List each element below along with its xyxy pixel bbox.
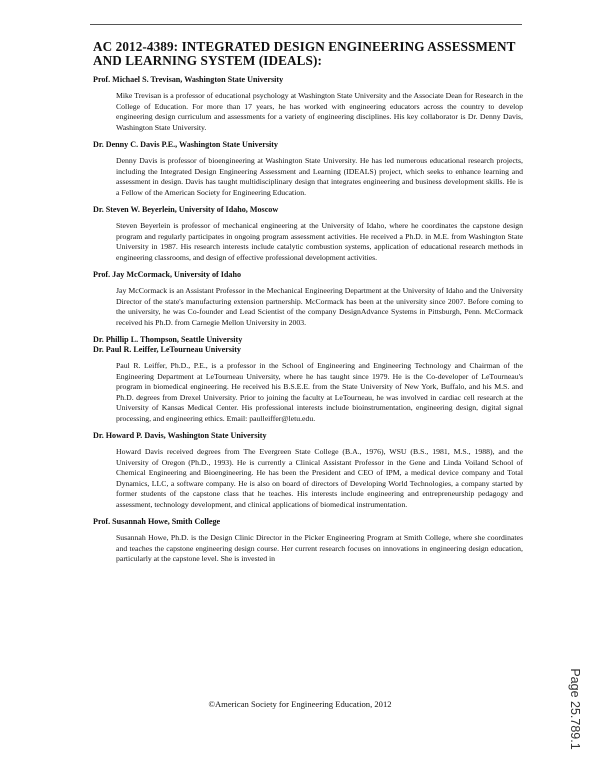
author-bio-howe: Susannah Howe, Ph.D. is the Design Clinic Director in the Picker Engineering Program at Smith College, where she coordinates and teaches the capstone engineering design course. Her current research focuses on innovations in engineering design education, particularly at the capstone level. She is invested in bbox=[116, 533, 523, 563]
top-rule bbox=[90, 24, 522, 25]
page-stamp bbox=[565, 650, 585, 770]
author-bio-mccormack: Jay McCormack is an Assistant Professor in the Mechanical Engineering Department at the University of Idaho and the University Director of the state's manufacturing extension partnership. McCormack has been at the university since 2007. Before coming to the university, he was Co-founder and Lead Scientist of the company DesignAdvance Systems in Pittsburgh, Penn. McCormack received his Ph.D. from Carnegie Mellon University in 2003. bbox=[116, 286, 523, 327]
author-bio-howard-davis: Howard Davis received degrees from The Evergreen State College (B.A., 1976), WSU (B.S., 1981, M.S., 1988), and the University of Oregon (Ph.D., 1993). He is currently a Clinical Assistant Professor in the Gene and Linda Voiland School of Chemical Engineering and Bioengineering. He has been the President and CEO of IPM, a medical device company and Total Dynamics, LLC, a software company. He is also on board of directors of Developing World Technologies, a company started by former students of the capstone class that he teaches. His interests include engineering and entrepreneurship pedagogy and assessment, technology development, and clinical applications of biomedical instrumentation. bbox=[116, 447, 523, 509]
paper-title: AC 2012-4389: INTEGRATED DESIGN ENGINEERING ASSESSMENT AND LEARNING SYSTEM (IDEALS): bbox=[93, 39, 516, 68]
author-name-mccormack: Prof. Jay McCormack, University of Idaho bbox=[93, 270, 241, 279]
paper-page bbox=[93, 40, 523, 565]
author-name-howard-davis: Dr. Howard P. Davis, Washington State University bbox=[93, 431, 267, 440]
author-bio-beyerlein: Steven Beyerlein is professor of mechanical engineering at the University of Idaho, where he coordinates the capstone design program and regularly participates in ongoing program assessment activities. He received a Ph.D. in M.E. from Washington State University in 1987. His research interests include catalytic combustion systems, application of educational research methods in engineering classrooms, and design of effective professional development activities. bbox=[116, 221, 523, 262]
author-bio-trevisan: Mike Trevisan is a professor of educational psychology at Washington State University and the Associate Dean for Research in the College of Education. For more than 17 years, he has worked with engineering educators across the country to develop engineering design curriculum and assessments for a variety of engineering disciplines. His key collaborator is Dr. Denny Davis, Washington State University. bbox=[116, 91, 523, 132]
page-stamp-text: Page 25.789.1 bbox=[568, 668, 582, 750]
author-name-leiffer: Dr. Paul R. Leiffer, LeTourneau University bbox=[93, 345, 241, 354]
copyright-footer: ©American Society for Engineering Education, 2012 bbox=[208, 699, 392, 709]
author-bio-leiffer: Paul R. Leiffer, Ph.D., P.E., is a professor in the School of Engineering and Engineering Technology and Chairman of the Engineering Department at LeTourneau University, where he has taught since 1979. He is the Co-developer of LeTourneau's program in biomedical engineering. He received his B.S.E.E. from the State University of New York, Buffalo, and his M.S. and Ph.D. degrees from Drexel University. Prior to joining the faculty at LeTourneau, he was involved in cardiac cell research at the University of Kansas Medical Center. His professional interests include bioinstrumentation, engineering design, digital signal processing, and engineering ethics. Email: paulleiffer@letu.edu. bbox=[116, 361, 523, 423]
author-name-denny-davis: Dr. Denny C. Davis P.E., Washington State University bbox=[93, 140, 278, 149]
author-name-trevisan: Prof. Michael S. Trevisan, Washington State University bbox=[93, 75, 284, 84]
author-name-beyerlein: Dr. Steven W. Beyerlein, University of Idaho, Moscow bbox=[93, 205, 279, 214]
author-bio-denny-davis: Denny Davis is professor of bioengineering at Washington State University. He has led numerous educational research projects, including the Integrated Design Engineering Assessment and Learning (IDEALS) project, which seeks to enhance learning and assessment in design. Davis has taught multidisciplinary design that integrates engineering and business development skills. He is a Fellow of the American Society for Engineering Education. bbox=[116, 156, 523, 197]
author-name-thompson: Dr. Phillip L. Thompson, Seattle University bbox=[93, 335, 243, 344]
author-name-howe: Prof. Susannah Howe, Smith College bbox=[93, 517, 221, 526]
